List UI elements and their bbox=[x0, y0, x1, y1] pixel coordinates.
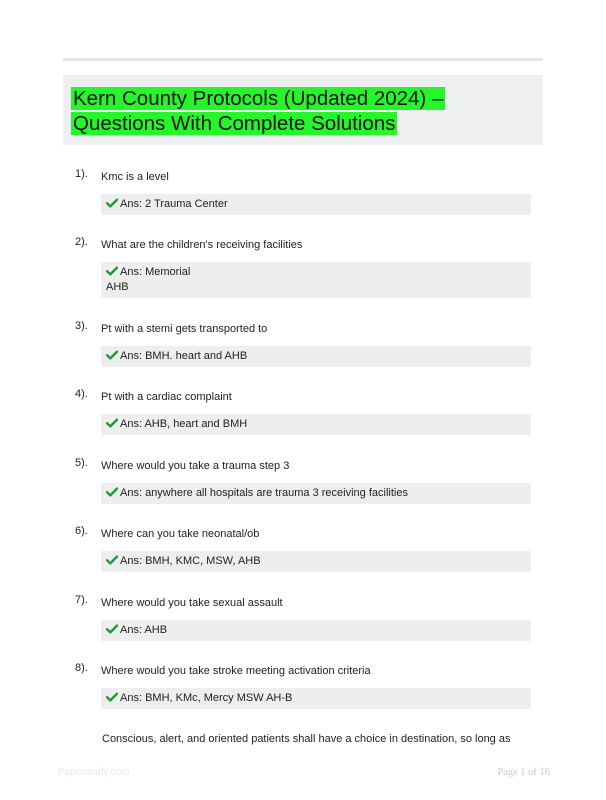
question-text: Where would you take a trauma step 3 bbox=[101, 460, 290, 472]
checkmark-icon bbox=[106, 487, 118, 497]
answer-box bbox=[101, 483, 531, 504]
document-title-text: Kern County Protocols (Updated 2024) – Questions With Complete Solutions bbox=[73, 87, 444, 135]
checkmark-icon bbox=[106, 418, 118, 428]
answer-box bbox=[101, 551, 531, 572]
document-title bbox=[71, 86, 531, 136]
question-number: 1). bbox=[75, 168, 88, 180]
question-number: 2). bbox=[75, 236, 88, 248]
page-indicator: Page 1 of 16 bbox=[497, 767, 550, 778]
checkmark-icon bbox=[106, 350, 118, 360]
answer-text: Ans: BMH. heart and AHB bbox=[120, 350, 248, 362]
watermark: Paperstudy.com bbox=[58, 767, 130, 778]
question-text: Pt with a stemi gets transported to bbox=[101, 323, 268, 335]
question-text: What are the children's receiving facilities bbox=[101, 239, 303, 251]
question-text: Kmc is a level bbox=[101, 171, 169, 183]
checkmark-icon bbox=[106, 555, 118, 565]
question-number: 3). bbox=[75, 320, 88, 332]
answer-box bbox=[101, 194, 531, 215]
answer-text: Ans: anywhere all hospitals are trauma 3 receiving facilities bbox=[120, 487, 408, 499]
answer-text: Ans: 2 Trauma Center bbox=[120, 198, 228, 210]
answer-text: Ans: Memorial bbox=[120, 266, 191, 278]
answer-box bbox=[101, 262, 531, 298]
answer-box bbox=[101, 688, 531, 709]
answer-text: Ans: BMH, KMC, MSW, AHB bbox=[120, 555, 261, 567]
question-number: 6). bbox=[75, 525, 88, 537]
checkmark-icon bbox=[106, 624, 118, 634]
title-banner bbox=[63, 75, 543, 145]
question-number: 8). bbox=[75, 662, 88, 674]
answer-box bbox=[101, 620, 531, 641]
question-text: Where can you take neonatal/ob bbox=[101, 528, 260, 540]
question-number: 7). bbox=[75, 594, 88, 606]
checkmark-icon bbox=[106, 266, 118, 276]
question-text: Pt with a cardiac complaint bbox=[101, 391, 232, 403]
question-number: 5). bbox=[75, 457, 88, 469]
answer-text: Ans: BMH, KMc, Mercy MSW AH-B bbox=[120, 692, 293, 704]
top-divider bbox=[63, 58, 543, 61]
trailing-paragraph: Conscious, alert, and oriented patients shall have a choice in destination, so long as bbox=[102, 733, 511, 745]
answer-box bbox=[101, 414, 531, 435]
question-text: Where would you take stroke meeting activation criteria bbox=[101, 665, 371, 677]
answer-text: Ans: AHB bbox=[120, 624, 168, 636]
checkmark-icon bbox=[106, 198, 118, 208]
answer-text: Ans: AHB, heart and BMH bbox=[120, 418, 248, 430]
question-text: Where would you take sexual assault bbox=[101, 597, 283, 609]
question-number: 4). bbox=[75, 388, 88, 400]
answer-text-continued: AHB bbox=[106, 281, 129, 293]
checkmark-icon bbox=[106, 692, 118, 702]
answer-box bbox=[101, 346, 531, 367]
